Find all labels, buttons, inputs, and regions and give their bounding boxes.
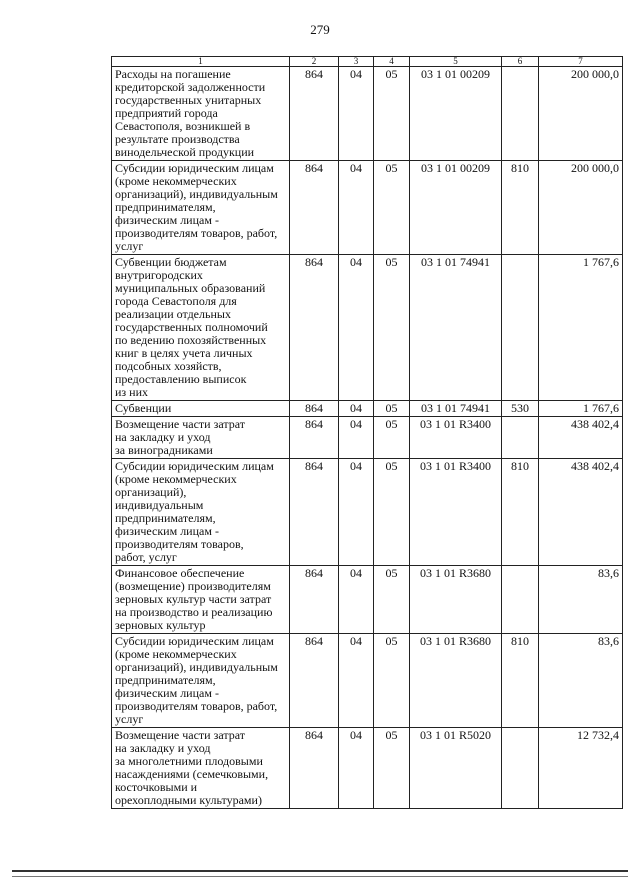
column-number: 3 (339, 57, 374, 67)
table-row (112, 401, 623, 417)
expense-name (112, 255, 290, 401)
subsection-code: 05 (374, 634, 410, 728)
subsection-code: 05 (374, 401, 410, 417)
target-article-code: 03 1 01 74941 (410, 255, 502, 401)
target-article-code: 03 1 01 74941 (410, 401, 502, 417)
section-code: 04 (339, 67, 374, 161)
expense-name-line: на производство и реализацию (115, 605, 273, 619)
table-row (112, 566, 623, 634)
amount: 1 767,6 (539, 255, 623, 401)
expense-name-line: Субвенции бюджетам (115, 255, 227, 269)
column-number: 4 (374, 57, 410, 67)
subsection-code: 05 (374, 255, 410, 401)
subsection-code: 05 (374, 728, 410, 809)
section-code: 04 (339, 401, 374, 417)
expense-name-line: предпринимателям, (115, 673, 216, 687)
amount: 200 000,0 (539, 161, 623, 255)
table-row (112, 67, 623, 161)
expense-type-code (502, 728, 539, 809)
expense-type-code: 530 (502, 401, 539, 417)
expense-name-line: (кроме некоммерческих (115, 174, 237, 188)
section-code: 04 (339, 161, 374, 255)
expense-name-line: винодельческой продукции (115, 145, 255, 159)
expense-name (112, 459, 290, 566)
subsection-code: 05 (374, 459, 410, 566)
amount: 200 000,0 (539, 67, 623, 161)
column-number: 5 (410, 57, 502, 67)
expense-name-line: реализации отдельных (115, 307, 231, 321)
expense-name-line: (кроме некоммерческих (115, 472, 237, 486)
expense-name-line: Севастополя, возникшей в (115, 119, 251, 133)
expense-name-line: Возмещение части затрат (115, 728, 245, 742)
expense-name-line: организаций), индивидуальным (115, 660, 278, 674)
expense-name-line: физическим лицам - (115, 524, 219, 538)
expense-type-code (502, 566, 539, 634)
expense-name-line: муниципальных образований (115, 281, 266, 295)
ministry-code: 864 (290, 728, 339, 809)
expense-name (112, 566, 290, 634)
amount: 83,6 (539, 566, 623, 634)
expense-name-line: на закладку и уход (115, 430, 211, 444)
expense-name-line: по ведению похозяйственных (115, 333, 267, 347)
ministry-code: 864 (290, 459, 339, 566)
expense-name-line: государственных полномочий (115, 320, 268, 334)
expense-name-line: за многолетними плодовыми (115, 754, 263, 768)
expense-name-line: услуг (115, 712, 144, 726)
expense-name (112, 417, 290, 459)
column-number: 1 (112, 57, 290, 67)
ministry-code: 864 (290, 255, 339, 401)
budget-table (111, 56, 623, 809)
expense-name-line: Субсидии юридическим лицам (115, 459, 274, 473)
expense-name-line: из них (115, 385, 149, 399)
expense-name (112, 67, 290, 161)
expense-name-line: (возмещение) производителям (115, 579, 271, 593)
expense-name-line: орехоплодными культурами) (115, 793, 262, 807)
expense-type-code: 810 (502, 459, 539, 566)
expense-name-line: Финансовое обеспечение (115, 566, 245, 580)
ministry-code: 864 (290, 634, 339, 728)
expense-name-line: результате производства (115, 132, 240, 146)
ministry-code: 864 (290, 67, 339, 161)
section-code: 04 (339, 417, 374, 459)
expense-name-line: города Севастополя для (115, 294, 237, 308)
section-code: 04 (339, 634, 374, 728)
target-article-code: 03 1 01 R3400 (410, 417, 502, 459)
expense-name-line: Расходы на погашение (115, 67, 231, 81)
expense-name-line: косточковыми и (115, 780, 198, 794)
expense-name-line: Субвенции (115, 401, 172, 415)
footer-rule (12, 870, 628, 872)
target-article-code: 03 1 01 00209 (410, 67, 502, 161)
expense-name-line: предприятий города (115, 106, 218, 120)
expense-name-line: за виноградниками (115, 443, 213, 457)
expense-type-code (502, 67, 539, 161)
expense-name-line: производителям товаров, (115, 537, 244, 551)
section-code: 04 (339, 728, 374, 809)
expense-name-line: организаций), (115, 485, 187, 499)
section-code: 04 (339, 459, 374, 566)
expense-name-line: внутригородских (115, 268, 203, 282)
expense-name-line: услуг (115, 239, 144, 253)
expense-name-line: Субсидии юридическим лицам (115, 161, 274, 175)
column-number-row (112, 57, 623, 67)
expense-name-line: насаждениями (семечковыми, (115, 767, 269, 781)
expense-name-line: предпринимателям, (115, 200, 216, 214)
section-code: 04 (339, 255, 374, 401)
column-number: 7 (539, 57, 623, 67)
expense-type-code (502, 417, 539, 459)
amount: 83,6 (539, 634, 623, 728)
table-row (112, 417, 623, 459)
expense-name-line: зерновых культур части затрат (115, 592, 272, 606)
column-number: 2 (290, 57, 339, 67)
expense-name-line: предоставлению выписок (115, 372, 247, 386)
table-row (112, 728, 623, 809)
page-number: 279 (310, 22, 330, 37)
expense-name-line: кредиторской задолженности (115, 80, 266, 94)
expense-type-code: 810 (502, 161, 539, 255)
amount: 12 732,4 (539, 728, 623, 809)
ministry-code: 864 (290, 566, 339, 634)
table-row (112, 634, 623, 728)
expense-name-line: на закладку и уход (115, 741, 211, 755)
table-row (112, 255, 623, 401)
expense-name-line: (кроме некоммерческих (115, 647, 237, 661)
expense-type-code: 810 (502, 634, 539, 728)
expense-name-line: производителям товаров, работ, (115, 226, 278, 240)
target-article-code: 03 1 01 R3680 (410, 634, 502, 728)
subsection-code: 05 (374, 67, 410, 161)
target-article-code: 03 1 01 00209 (410, 161, 502, 255)
subsection-code: 05 (374, 161, 410, 255)
target-article-code: 03 1 01 R5020 (410, 728, 502, 809)
expense-type-code (502, 255, 539, 401)
expense-name (112, 634, 290, 728)
expense-name-line: государственных унитарных (115, 93, 262, 107)
expense-name-line: Возмещение части затрат (115, 417, 245, 431)
ministry-code: 864 (290, 161, 339, 255)
expense-name-line: Субсидии юридическим лицам (115, 634, 274, 648)
target-article-code: 03 1 01 R3680 (410, 566, 502, 634)
expense-name (112, 401, 290, 417)
section-code: 04 (339, 566, 374, 634)
expense-name-line: предпринимателям, (115, 511, 216, 525)
amount: 438 402,4 (539, 417, 623, 459)
expense-name-line: физическим лицам - (115, 213, 219, 227)
table-row (112, 161, 623, 255)
footer-rule-thin (12, 876, 628, 877)
expense-name-line: работ, услуг (115, 550, 177, 564)
expense-name-line: зерновых культур (115, 618, 206, 632)
expense-name-line: организаций), индивидуальным (115, 187, 278, 201)
expense-name-line: подсобных хозяйств, (115, 359, 222, 373)
expense-name-line: книг в целях учета личных (115, 346, 253, 360)
expense-name (112, 161, 290, 255)
expense-name-line: индивидуальным (115, 498, 204, 512)
amount: 1 767,6 (539, 401, 623, 417)
target-article-code: 03 1 01 R3400 (410, 459, 502, 566)
expense-name-line: физическим лицам - (115, 686, 219, 700)
subsection-code: 05 (374, 566, 410, 634)
subsection-code: 05 (374, 417, 410, 459)
expense-name (112, 728, 290, 809)
ministry-code: 864 (290, 417, 339, 459)
column-number: 6 (502, 57, 539, 67)
table-row (112, 459, 623, 566)
amount: 438 402,4 (539, 459, 623, 566)
expense-name-line: производителям товаров, работ, (115, 699, 278, 713)
ministry-code: 864 (290, 401, 339, 417)
